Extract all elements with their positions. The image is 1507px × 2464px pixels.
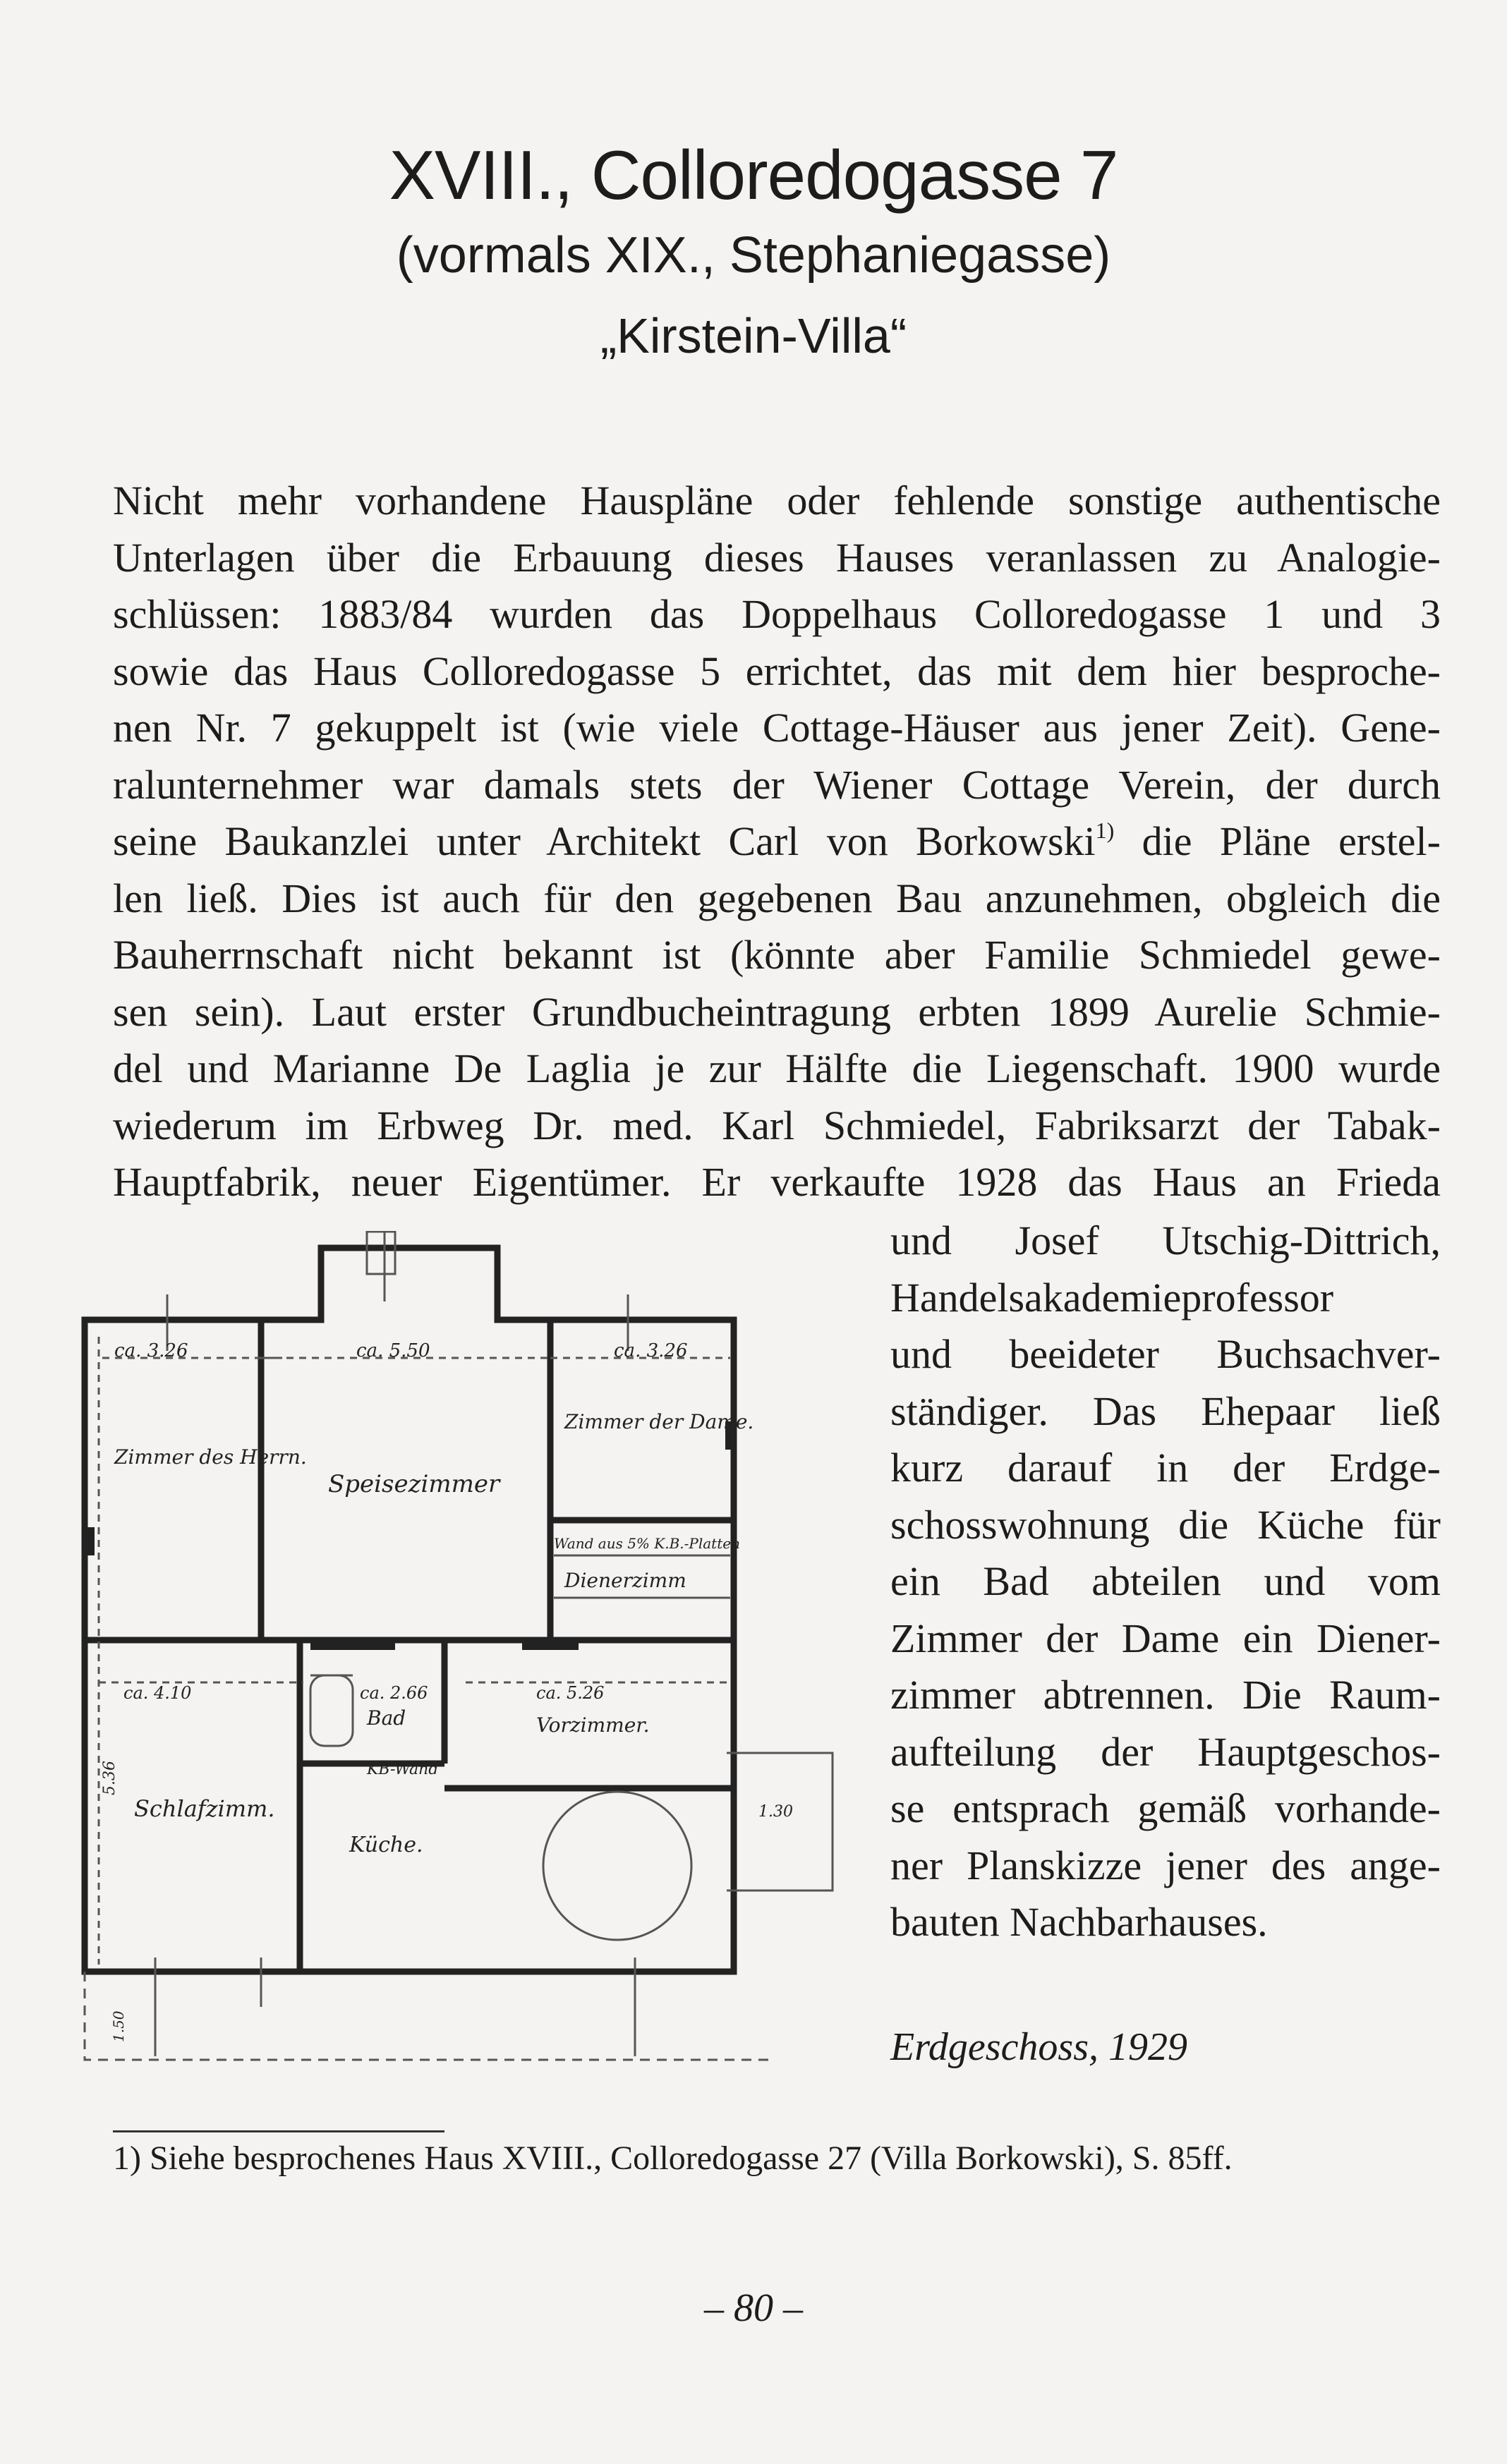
room-label-zimmer-dame: Zimmer der Dame. — [564, 1410, 754, 1433]
text-line: Zimmer der Dame ein Diener- — [890, 1615, 1441, 1661]
text-line: sowie das Haus Colloredogasse 5 errichtet, das mit dem hier besproche- — [113, 648, 1441, 694]
text-line: se entsprach gemäß vorhande- — [890, 1785, 1441, 1831]
plan-dimension: ca. 3.26 — [114, 1340, 188, 1361]
main-paragraph — [113, 473, 1441, 1211]
page-number: – 80 – — [704, 2286, 803, 2330]
plan-dimension: ca. 2.66 — [360, 1683, 428, 1703]
text-line: schosswohnung die Küche für — [890, 1501, 1441, 1548]
room-label-speisezimmer: Speisezimmer — [328, 1470, 500, 1498]
text-line: bauten Nachbarhauses. — [890, 1899, 1268, 1945]
text-line: Nicht mehr vorhandene Hauspläne oder fehlende sonstige authentische — [113, 478, 1441, 523]
footnote-divider — [113, 2130, 444, 2132]
page-title: XVIII., Colloredogasse 7 — [389, 136, 1118, 214]
room-label-schlafzimmer: Schlafzimm. — [134, 1795, 275, 1822]
room-label-kueche: Küche. — [349, 1833, 423, 1857]
text-line: len ließ. Dies ist auch für den gegebenen Bau anzunehmen, obgleich die — [113, 875, 1441, 921]
plan-note-kb-wand: KB-Wand — [367, 1761, 439, 1778]
text-line: ständiger. Das Ehepaar ließ — [890, 1388, 1441, 1434]
room-label-herrenzimmer: Zimmer des Herrn. — [114, 1445, 307, 1469]
footnote-text: 1) Siehe besprochenes Haus XVIII., Colloredogasse 27 (Villa Borkowski), S. 85ff. — [113, 2140, 1233, 2177]
text-line: Handelsakademieprofessor — [890, 1274, 1334, 1321]
plan-note-wall: Wand aus 5% K.B.-Platten — [554, 1535, 740, 1552]
text-line: Bauherrnschaft nicht bekannt ist (könnte aber Familie Schmiedel gewe- — [113, 932, 1441, 978]
text-line: schlüssen: 1883/84 wurden das Doppelhaus Colloredogasse 1 und 3 — [113, 591, 1441, 637]
text-line: ralunternehmer war damals stets der Wiener Cottage Verein, der durch — [113, 761, 1441, 808]
text-line: del und Marianne De Laglia je zur Hälfte die Liegenschaft. 1900 wurde — [113, 1045, 1441, 1091]
text-line: und beeideter Buchsachver- — [890, 1331, 1441, 1377]
plan-dimension: 1.30 — [758, 1803, 793, 1821]
text-line: aufteilung der Hauptgeschos- — [890, 1728, 1441, 1775]
figure-caption: Erdgeschoss, 1929 — [890, 2025, 1188, 2069]
text-line: zimmer abtrennen. Die Raum- — [890, 1672, 1441, 1718]
text-line: kurz darauf in der Erdge- — [890, 1445, 1441, 1491]
footnote-reference[interactable]: 1) — [1095, 818, 1115, 843]
text-line: wiederum im Erbweg Dr. med. Karl Schmiedel, Fabriksarzt der Tabak- — [113, 1102, 1441, 1148]
plan-dimension: ca. 5.26 — [536, 1683, 605, 1703]
text-line: nen Nr. 7 gekuppelt ist (wie viele Cottage-Häuser aus jener Zeit). Gene- — [113, 705, 1441, 751]
room-label-bad: Bad — [367, 1706, 406, 1730]
former-address-subtitle: (vormals XIX., Stephaniegasse) — [396, 227, 1111, 284]
plan-dimension: ca. 5.50 — [356, 1340, 430, 1361]
text-line: Unterlagen über die Erbauung dieses Hauses veranlassen zu Analogie- — [113, 534, 1441, 581]
text-line: ein Bad abteilen und vom — [890, 1558, 1441, 1604]
plan-dimension: ca. 4.10 — [123, 1683, 192, 1703]
text-fragment: seine Baukanzlei unter Architekt Carl von Borkowski — [113, 818, 1096, 864]
text-line: Hauptfabrik, neuer Eigentümer. Er verkaufte 1928 das Haus an Frieda — [113, 1159, 1441, 1205]
text-line: ner Planskizze jener des ange- — [890, 1842, 1441, 1888]
text-line: und Josef Utschig-Dittrich, — [890, 1218, 1441, 1263]
room-label-dienerzimmer: Dienerzimm — [564, 1569, 686, 1592]
villa-name-subtitle: „Kirstein-Villa“ — [600, 308, 907, 363]
plan-dimension: 1.50 — [110, 2010, 127, 2042]
plan-dimension: 5.36 — [101, 1761, 119, 1795]
plan-dimension: ca. 3.26 — [614, 1340, 688, 1361]
floor-plan-figure — [71, 1231, 861, 2077]
text-line: sen sein). Laut erster Grundbucheintragung erbten 1899 Aurelie Schmie- — [113, 988, 1441, 1035]
text-line-with-footnote — [113, 813, 1441, 870]
text-fragment: die Pläne erstel- — [1114, 818, 1441, 864]
room-label-vorzimmer: Vorzimmer. — [536, 1713, 650, 1737]
side-paragraph — [890, 1213, 1441, 1951]
